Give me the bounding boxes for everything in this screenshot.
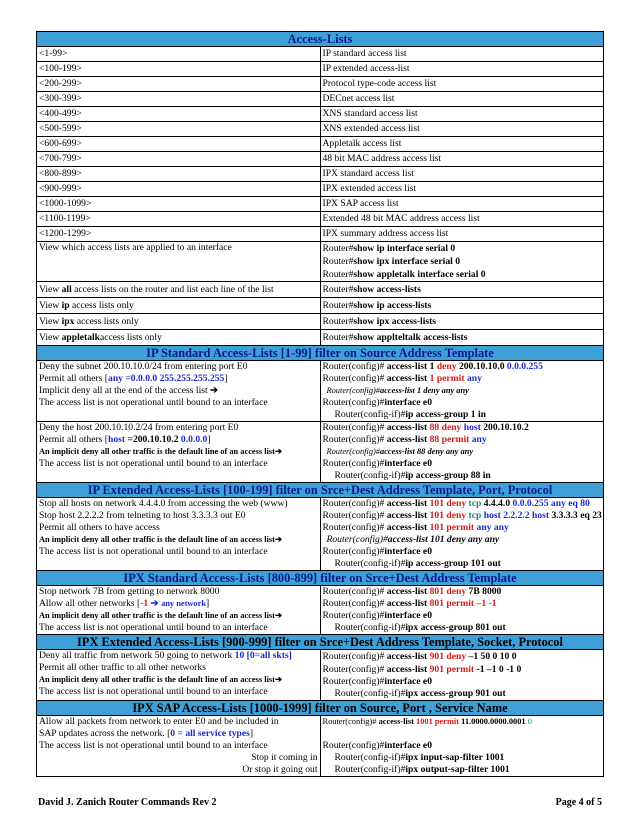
range-value: <400-499> <box>37 107 321 122</box>
view-applied-label: View which access lists are applied to an interface <box>37 242 321 282</box>
range-value: <600-699> <box>37 137 321 152</box>
view-row <box>37 330 604 346</box>
range-value: <200-299> <box>37 77 321 92</box>
access-lists-table <box>36 31 604 777</box>
command-sheet <box>36 31 604 777</box>
view-command: Router#show ipx access-lists <box>320 314 604 330</box>
range-row <box>37 47 604 62</box>
range-value: <1200-1299> <box>37 227 321 242</box>
page-number: Page 4 of 5 <box>555 797 602 808</box>
section-header-ipx-sap: IPX SAP Access-Lists [1000-1999] filter on Source, Port , Service Name <box>37 701 604 716</box>
section-header-ip-extended: IP Extended Access-Lists [100-199] filter on Srce+Dest Address Template, Port, Protocol <box>37 483 604 498</box>
range-value: <800-899> <box>37 167 321 182</box>
view-command: Router#show applteltalk access-lists <box>320 330 604 346</box>
range-value: <500-599> <box>37 122 321 137</box>
view-command: Router#show ip access-lists <box>320 298 604 314</box>
range-description: Extended 48 bit MAC address access list <box>320 212 604 227</box>
range-row <box>37 62 604 77</box>
range-row <box>37 212 604 227</box>
range-value: <1000-1099> <box>37 197 321 212</box>
right-arrow-icon: ➔ <box>274 447 282 456</box>
range-row <box>37 227 604 242</box>
range-value: <1-99> <box>37 47 321 62</box>
section-header-ip-standard: IP Standard Access-Lists [1-99] filter on Source Address Template <box>37 346 604 361</box>
range-description: IP extended access-list <box>320 62 604 77</box>
right-arrow-icon: ➔ <box>274 535 282 544</box>
range-description: IPX summary address access list <box>320 227 604 242</box>
range-description: 48 bit MAC address access list <box>320 152 604 167</box>
view-command: Router#show access-lists <box>320 282 604 298</box>
range-list <box>37 47 604 242</box>
range-row <box>37 122 604 137</box>
view-applied-commands: Router#show ip interface serial 0 Router#show ipx interface serial 0 Router#show appletalk interface serial 0 <box>320 242 604 282</box>
footer-author: David J. Zanich Router Commands Rev 2 <box>38 797 217 808</box>
range-value: <900-999> <box>37 182 321 197</box>
range-row <box>37 137 604 152</box>
range-value: <300-399> <box>37 92 321 107</box>
range-row <box>37 92 604 107</box>
range-row <box>37 197 604 212</box>
view-label: View ip access lists only <box>37 298 321 314</box>
range-row <box>37 107 604 122</box>
view-list <box>37 282 604 346</box>
range-row <box>37 77 604 92</box>
view-label: View ipx access lists only <box>37 314 321 330</box>
page-footer <box>38 797 602 808</box>
right-arrow-icon: ➔ <box>274 611 282 620</box>
range-value: <1100-1199> <box>37 212 321 227</box>
range-value: <100-199> <box>37 62 321 77</box>
ipx-sap-block: Allow all packets from network to enter E0 and be included in SAP updates across the network. [0 = all service types] The access list is not operational until bound to an interface Stop it coming in Or stop it going out Router(config)# access-list 1001 permit 11.0000.0000.0001 0 Router(config)#interface e0 Router(config-if)#ipx input-sap-filter 1001 Router(config-if)#ipx output-sap-filter 1001 <box>37 716 604 777</box>
range-description: DECnet access list <box>320 92 604 107</box>
range-description: XNS standard access list <box>320 107 604 122</box>
range-description: Protocol type-code access list <box>320 77 604 92</box>
range-description: IPX SAP access list <box>320 197 604 212</box>
range-value: <700-799> <box>37 152 321 167</box>
range-row <box>37 152 604 167</box>
right-arrow-icon: ➔ <box>210 385 219 396</box>
section-header-access-lists: Access-Lists <box>37 32 604 47</box>
range-description: IPX extended access list <box>320 182 604 197</box>
ip-standard-block-1: Deny the subnet 200.10.10.0/24 from entering port E0 Permit all others [any =0.0.0.0 255.255.255.255] Implicit deny all at the end of the access list ➔ The access list is not operational until bound to an interface Router(config)# access-list 1 deny 200.10.10.0 0.0.0.255 Router(config)# access-list 1 permit any Router(config)#access-list 1 deny any any Router(config)#interface e0 Router(config-if)#ip access-group 1 in <box>37 361 604 422</box>
view-row <box>37 314 604 330</box>
range-description: XNS extended access list <box>320 122 604 137</box>
view-label: View appletalkaccess lists only <box>37 330 321 346</box>
right-arrow-icon: ➔ <box>274 675 282 684</box>
ipx-extended-block: Deny all traffic from network 50 going to network 10 [0=all skts] Permit all other traffic to all other networks An implicit deny all other traffic is the default line of an access list➔ The access list is not operational until bound to an interface Router(config)# access-list 901 deny –1 50 0 10 0 Router(config)# access-list 901 permit -1 –1 0 -1 0 Router(config)#interface e0 Router(config-if)#ipx access-group 901 out <box>37 650 604 701</box>
view-applied-row <box>37 242 604 282</box>
range-description: IPX standard access list <box>320 167 604 182</box>
view-label: View all access lists on the router and list each line of the list <box>37 282 321 298</box>
range-description: Appletalk access list <box>320 137 604 152</box>
range-row <box>37 167 604 182</box>
range-description: IP standard access list <box>320 47 604 62</box>
section-header-ipx-extended: IPX Extended Access-Lists [900-999] filter on Srce+Dest Address Template, Socket, Protocol <box>37 635 604 650</box>
range-row <box>37 182 604 197</box>
view-row <box>37 298 604 314</box>
ipx-standard-block: Stop network 7B from getting to network 8000 Allow all other networks [-1 ➔ any network] An implicit deny all other traffic is the default line of an access list➔ The access list is not operational until bound to an interface Router(config)# access-list 801 deny 7B 8000 Router(config)# access-list 801 permit –1 -1 Router(config)#interface e0 Router(config-if)#ipx access-group 801 out <box>37 586 604 635</box>
section-header-ipx-standard: IPX Standard Access-Lists [800-899] filter on Srce+Dest Address Template <box>37 571 604 586</box>
right-arrow-icon: ➔ <box>150 598 162 609</box>
ip-extended-block: Stop all hosts on network 4.4.4.0 from accessing the web (www) Stop host 2.2.2.2 from telneting to host 3.3.3.3 out E0 Permit all others to have access An implicit deny all other traffic is the default line of an access list➔ The access list is not operational until bound to an interface Router(config)# access-list 101 deny tcp 4.4.4.0 0.0.0.255 any eq 80 Router(config)# access-list 101 deny tcp host 2.2.2.2 host 3.3.3.3 eq 23 Router(config)# access-list 101 permit any any Router(config)#access-list 101 deny any any Router(config)#interface e0 Router(config-if)#ip access-group 101 out <box>37 498 604 571</box>
view-row <box>37 282 604 298</box>
ip-standard-block-2: Deny the host 200.10.10.2/24 from entering port E0 Permit all others [host =200.10.10.2 0.0.0.0] An implicit deny all other traffic is the default line of an access list➔ The access list is not operational until bound to an interface Router(config)# access-list 88 deny host 200.10.10.2 Router(config)# access-list 88 permit any Router(config)#access-list 88 deny any any Router(config)#interface e0 Router(config-if)#ip access-group 88 in <box>37 422 604 483</box>
